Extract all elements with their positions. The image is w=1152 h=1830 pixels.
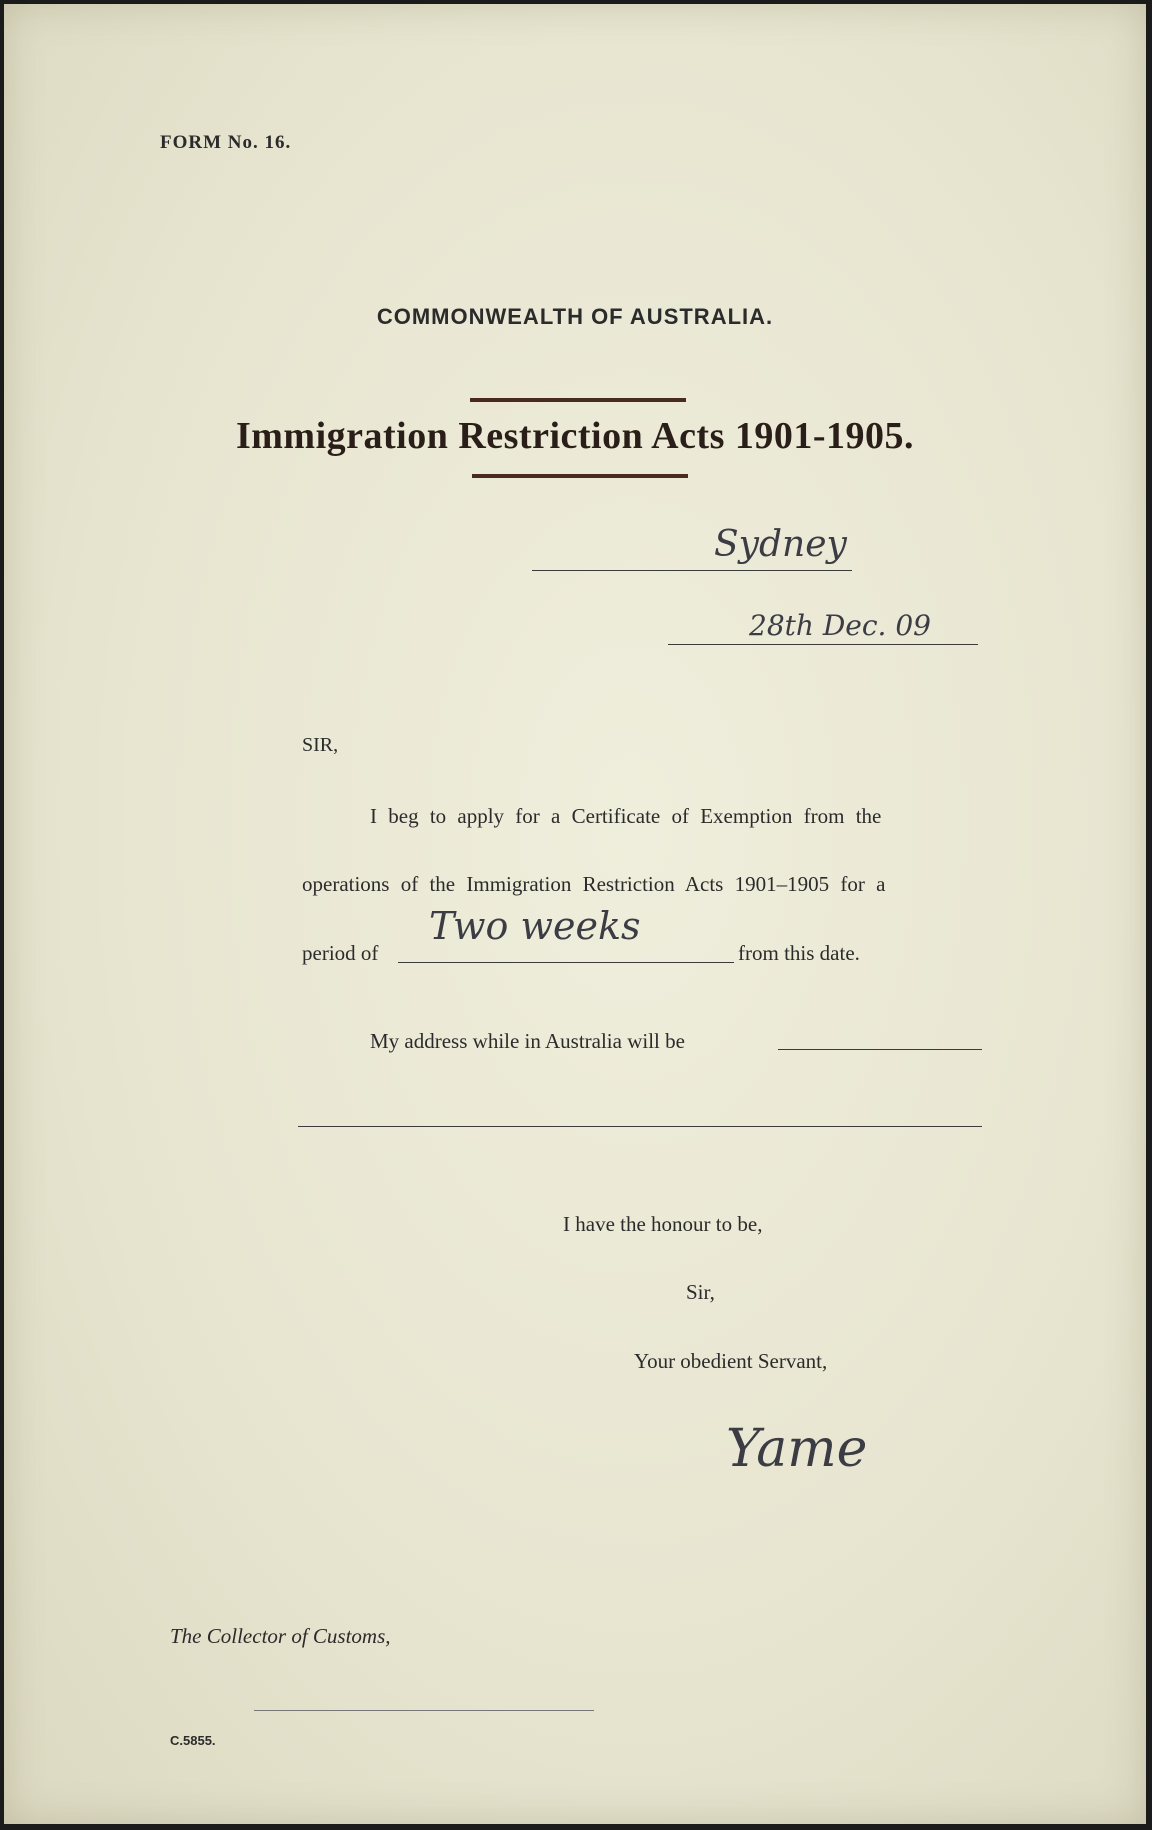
period-suffix: from this date. <box>738 941 860 965</box>
date-line <box>668 644 978 645</box>
title-rule-top <box>470 398 686 402</box>
handwritten-place: Sydney <box>714 524 847 565</box>
handwritten-date: 28th Dec. 09 <box>749 609 931 642</box>
address-label: My address while in Australia will be <box>370 1029 685 1053</box>
period-label: period of <box>302 941 379 965</box>
closing-honour: I have the honour to be, <box>563 1212 763 1236</box>
letter-paragraph-1: I beg to apply for a Certificate of Exemption from the <box>370 804 882 828</box>
form-page <box>4 4 1146 1824</box>
title-rule-bottom <box>472 474 688 478</box>
signature: Yame <box>726 1419 868 1479</box>
form-title: Immigration Restriction Acts 1901-1905. <box>235 415 915 457</box>
letter-paragraph-2: operations of the Immigration Restriction Acts 1901–1905 for a <box>302 872 886 896</box>
addressee-line <box>254 1710 594 1711</box>
period-line <box>398 962 734 963</box>
place-line <box>532 570 852 571</box>
form-header: COMMONWEALTH OF AUSTRALIA. <box>376 304 774 329</box>
handwritten-period: Two weeks <box>429 904 641 948</box>
form-code: C.5855. <box>170 1733 216 1748</box>
address-line-1 <box>778 1049 982 1050</box>
salutation: SIR, <box>302 734 339 756</box>
closing-sir: Sir, <box>686 1280 715 1304</box>
closing-servant: Your obedient Servant, <box>634 1349 828 1373</box>
addressee: The Collector of Customs, <box>170 1624 391 1648</box>
form-number: FORM No. 16. <box>160 132 292 153</box>
address-line-2 <box>298 1126 982 1127</box>
